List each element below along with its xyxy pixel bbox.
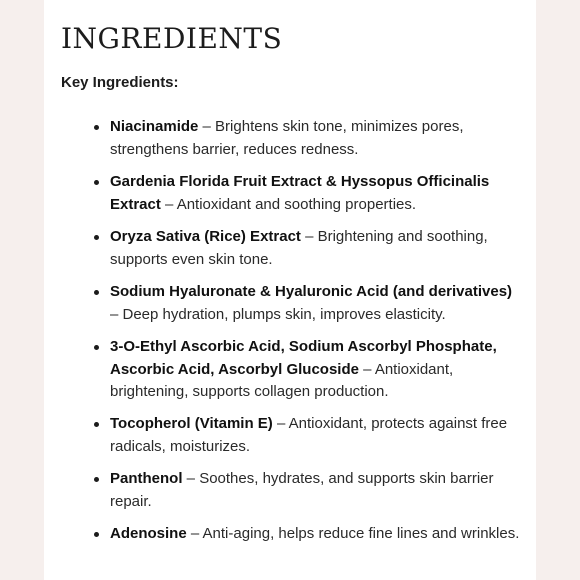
ingredient-description: – Deep hydration, plumps skin, improves elasticity. xyxy=(110,305,446,323)
list-item xyxy=(110,116,520,161)
bullet-icon xyxy=(94,125,99,130)
page-title: INGREDIENTS xyxy=(61,22,283,55)
list-item xyxy=(110,336,520,404)
bullet-icon xyxy=(94,345,99,350)
ingredient-description: – Soothes, hydrates, and supports skin barrier repair. xyxy=(110,470,494,510)
bullet-icon xyxy=(94,477,99,482)
bullet-icon xyxy=(94,235,99,240)
list-item xyxy=(110,171,520,216)
bullet-icon xyxy=(94,532,99,537)
ingredient-name: Niacinamide xyxy=(110,118,199,135)
ingredient-description: – Brightening and soothing, supports even skin tone. xyxy=(110,228,488,268)
ingredient-description: – Anti-aging, helps reduce fine lines and wrinkles. xyxy=(186,525,520,542)
list-item xyxy=(110,281,520,326)
ingredient-name: Panthenol xyxy=(110,470,183,487)
ingredient-name: Gardenia Florida Fruit Extract & Hyssopus Officinalis Extract xyxy=(110,173,490,213)
list-item xyxy=(110,523,520,546)
ingredient-description: – Antioxidant and soothing properties. xyxy=(160,195,417,213)
ingredient-name: Tocopherol (Vitamin E) xyxy=(110,415,273,432)
ingredient-name: Sodium Hyaluronate & Hyaluronic Acid (and derivatives) xyxy=(110,283,513,300)
bullet-icon xyxy=(94,422,99,427)
ingredient-name: Oryza Sativa (Rice) Extract xyxy=(110,228,301,245)
ingredient-description: – Brightens skin tone, minimizes pores, strengthens barrier, reduces redness. xyxy=(110,118,464,158)
section-subtitle: Key Ingredients: xyxy=(61,74,179,91)
list-item xyxy=(110,226,520,271)
ingredient-description: – Antioxidant, protects against free radicals, moisturizes. xyxy=(110,415,508,455)
ingredient-description: – Antioxidant, brightening, supports collagen production. xyxy=(110,360,454,400)
bullet-icon xyxy=(94,290,99,295)
list-item xyxy=(110,468,520,513)
ingredient-name: 3-O-Ethyl Ascorbic Acid, Sodium Ascorbyl Phosphate, Ascorbic Acid, Ascorbyl Glucoside xyxy=(110,338,497,378)
list-item xyxy=(110,413,520,458)
bullet-icon xyxy=(94,180,99,185)
ingredient-name: Adenosine xyxy=(110,525,187,542)
